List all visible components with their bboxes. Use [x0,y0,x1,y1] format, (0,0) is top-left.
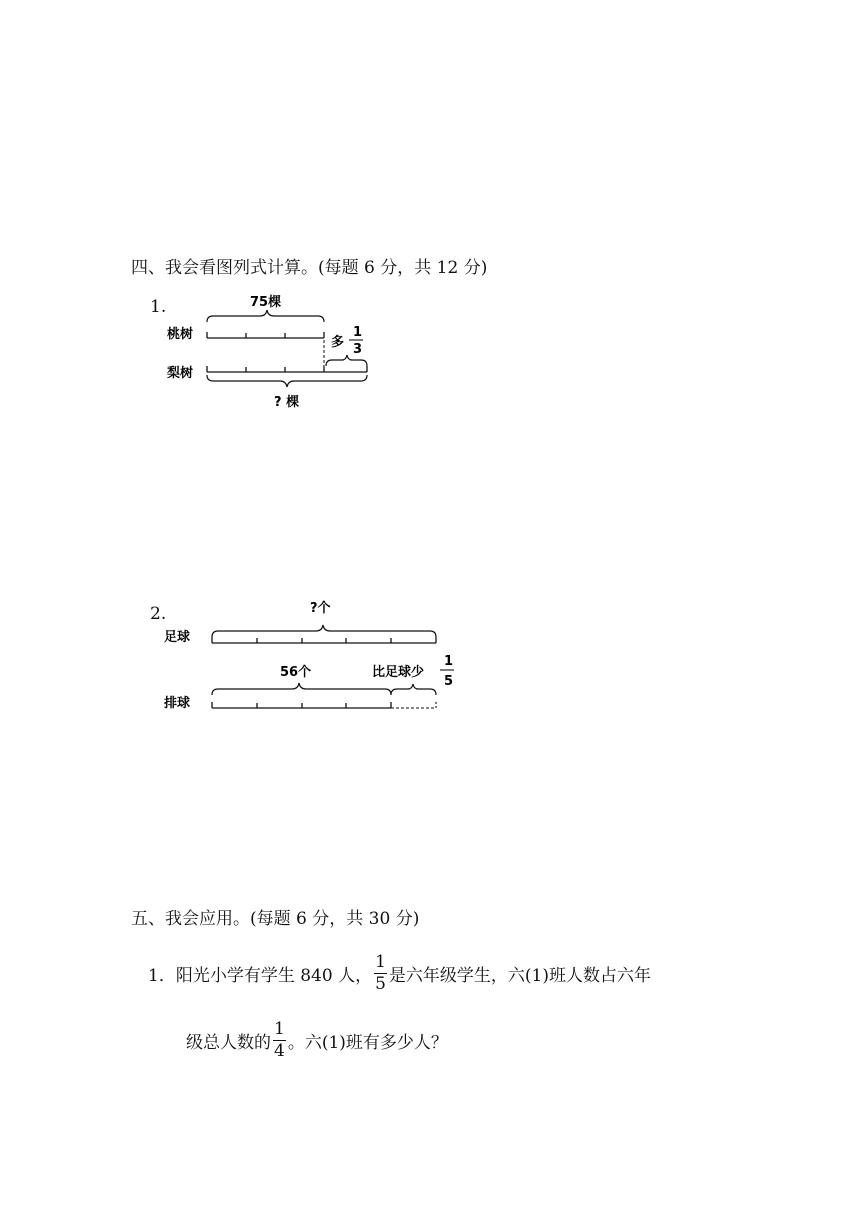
missing-part-brace [391,684,436,695]
volleyball-value-label: 56个 [280,665,312,680]
section4-heading: 四、我会看图列式计算。(每题 6 分，共 12 分) [131,258,488,278]
volleyball-label: 排球 [164,696,191,711]
peach-top-brace [207,310,324,322]
football-value-label: ?个 [310,601,331,616]
football-top-brace [212,625,436,637]
peach-tree-label: 桃树 [167,327,194,342]
section5-heading: 五、我会应用。(每题 6 分，共 30 分) [131,909,420,929]
problem2-diagram [150,595,470,720]
problem1-number: 1. [150,297,167,317]
question-1-line-2: 级总人数的 $\frac{1}{4}$ 。六(1)班有多少人？ [186,1018,448,1061]
more-text: 多 [331,335,345,350]
pear-bottom-brace [207,375,367,387]
peach-value-label: 75棵 [250,295,282,310]
fraction-1-3-den: 3 [353,342,363,357]
fraction-1-5-num: 1 [444,654,454,669]
volleyball-brace [212,683,391,695]
football-label: 足球 [164,630,191,645]
pear-tree-label: 梨树 [167,366,194,381]
problem2-number: 2. [150,604,167,624]
less-than-football-text: 比足球少 [372,665,425,680]
problem1-diagram [150,290,390,415]
fraction-1-5-den: 5 [444,674,454,689]
question-1-line-1: 1． 阳光小学有学生 840 人， $\frac{1}{5}$ 是六年级学生，六(1)班人数占六年 [148,951,652,994]
fraction-one-quarter: $\frac{1}{4}$ [274,1018,285,1061]
fraction-1-3-num: 1 [353,325,363,340]
pear-value-label: ? 棵 [274,395,300,410]
fraction-one-fifth: $\frac{1}{5}$ [375,951,386,994]
